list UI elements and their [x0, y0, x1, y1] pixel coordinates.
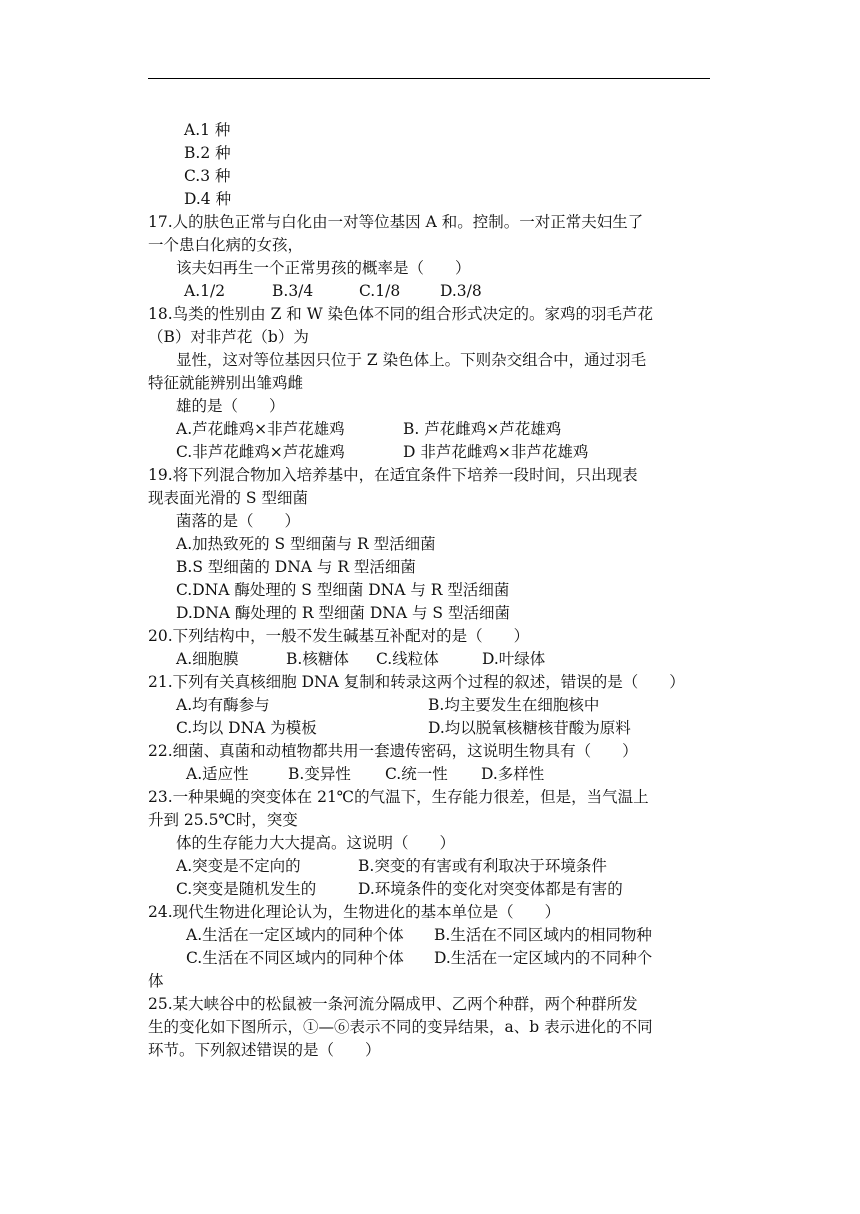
q18-stem: 雄的是（ ） [176, 397, 285, 415]
q25-stem: 25.某大峡谷中的松鼠被一条河流分隔成甲、乙两个种群，两个种群所发 [148, 995, 638, 1013]
q19-option-c: C.DNA 酶处理的 S 型细菌 DNA 与 R 型活细菌 [176, 581, 510, 599]
q17-stem: 17.人的肤色正常与白化由一对等位基因 A 和。控制。一对正常夫妇生了 [148, 213, 644, 231]
q23-stem: 升到 25.5℃时，突变 [148, 811, 298, 829]
q18-stem: 18.鸟类的性别由 Z 和 W 染色体不同的组合形式决定的。家鸡的羽毛芦花 [148, 305, 654, 323]
q19-option-d: D.DNA 酶处理的 R 型细菌 DNA 与 S 型活细菌 [176, 604, 510, 622]
q25-stem: 生的变化如下图所示，①—⑥表示不同的变异结果，a、b 表示进化的不同 [148, 1018, 653, 1036]
q23-stem: 23.一种果蝇的突变体在 21℃的气温下，生存能力很差，但是，当气温上 [148, 788, 649, 806]
q18-stem: 显性，这对等位基因只位于 Z 染色体上。下则杂交组合中，通过羽毛 [176, 351, 647, 369]
q20-option-b: B.核糖体 [286, 650, 349, 668]
q16-option-c: C.3 种 [184, 167, 231, 185]
q17-option-d: D.3/8 [440, 282, 482, 300]
q18-stem: （B）对非芦花（b）为 [148, 328, 309, 346]
q20-stem: 20.下列结构中，一般不发生碱基互补配对的是（ ） [148, 627, 530, 645]
q24-option-c: C.生活在不同区域内的同种个体 [186, 949, 404, 967]
q16-option-b: B.2 种 [184, 144, 231, 162]
q24-option-d-wrap: 体 [148, 972, 164, 990]
q18-option-b: B. 芦花雌鸡×芦花雄鸡 [403, 420, 562, 438]
q24-option-d: D.生活在一定区域内的不同种个 [434, 949, 653, 967]
q22-option-c: C.统一性 [385, 765, 448, 783]
q22-option-d: D.多样性 [481, 765, 545, 783]
q20-option-a: A.细胞膜 [176, 650, 239, 668]
q17-option-b: B.3/4 [272, 282, 314, 300]
q18-option-d: D 非芦花雌鸡×非芦花雄鸡 [403, 443, 589, 461]
q18-stem: 特征就能辨别出雏鸡雌 [148, 374, 304, 392]
q22-option-a: A.适应性 [186, 765, 249, 783]
q19-option-b: B.S 型细菌的 DNA 与 R 型活细菌 [176, 558, 416, 576]
q23-option-b: B.突变的有害或有利取决于环境条件 [358, 857, 607, 875]
q17-stem: 该夫妇再生一个正常男孩的概率是（ ） [176, 259, 471, 277]
q21-option-d: D.均以脱氧核糖核苷酸为原料 [428, 719, 631, 737]
q23-stem: 体的生存能力大大提高。这说明（ ） [176, 834, 456, 852]
q24-option-a: A.生活在一定区域内的同种个体 [186, 926, 404, 944]
q23-option-c: C.突变是随机发生的 [176, 880, 317, 898]
q19-option-a: A.加热致死的 S 型细菌与 R 型活细菌 [176, 535, 436, 553]
q23-option-d: D.环境条件的变化对突变体都是有害的 [358, 880, 623, 898]
q19-stem: 菌落的是（ ） [176, 512, 301, 530]
q17-option-a: A.1/2 [184, 282, 226, 300]
q16-option-d: D.4 种 [184, 190, 232, 208]
q21-option-c: C.均以 DNA 为模板 [176, 719, 317, 737]
q17-option-c: C.1/8 [359, 282, 401, 300]
q16-option-a: A.1 种 [184, 121, 231, 139]
q22-option-b: B.变异性 [288, 765, 351, 783]
q21-option-a: A.均有酶参与 [176, 696, 270, 714]
q23-option-a: A.突变是不定向的 [176, 857, 301, 875]
q25-stem: 环节。下列叙述错误的是（ ） [148, 1041, 381, 1059]
q18-option-c: C.非芦花雌鸡×芦花雄鸡 [176, 443, 345, 461]
q19-stem: 19.将下列混合物加入培养基中，在适宜条件下培养一段时间，只出现表 [148, 466, 638, 484]
q18-option-a: A.芦花雌鸡×非芦花雄鸡 [176, 420, 345, 438]
q17-stem: 一个患白化病的女孩， [148, 236, 304, 254]
q20-option-d: D.叶绿体 [482, 650, 546, 668]
q22-stem: 22.细菌、真菌和动植物都共用一套遗传密码，这说明生物具有（ ） [148, 742, 638, 760]
q21-option-b: B.均主要发生在细胞核中 [428, 696, 600, 714]
header-rule [148, 78, 710, 79]
q24-stem: 24.现代生物进化理论认为，生物进化的基本单位是（ ） [148, 903, 561, 921]
q21-stem: 21.下列有关真核细胞 DNA 复制和转录这两个过程的叙述，错误的是（ ） [148, 673, 685, 691]
q24-option-b: B.生活在不同区域内的相同物种 [434, 926, 652, 944]
q20-option-c: C.线粒体 [376, 650, 439, 668]
q19-stem: 现表面光滑的 S 型细菌 [148, 489, 308, 507]
